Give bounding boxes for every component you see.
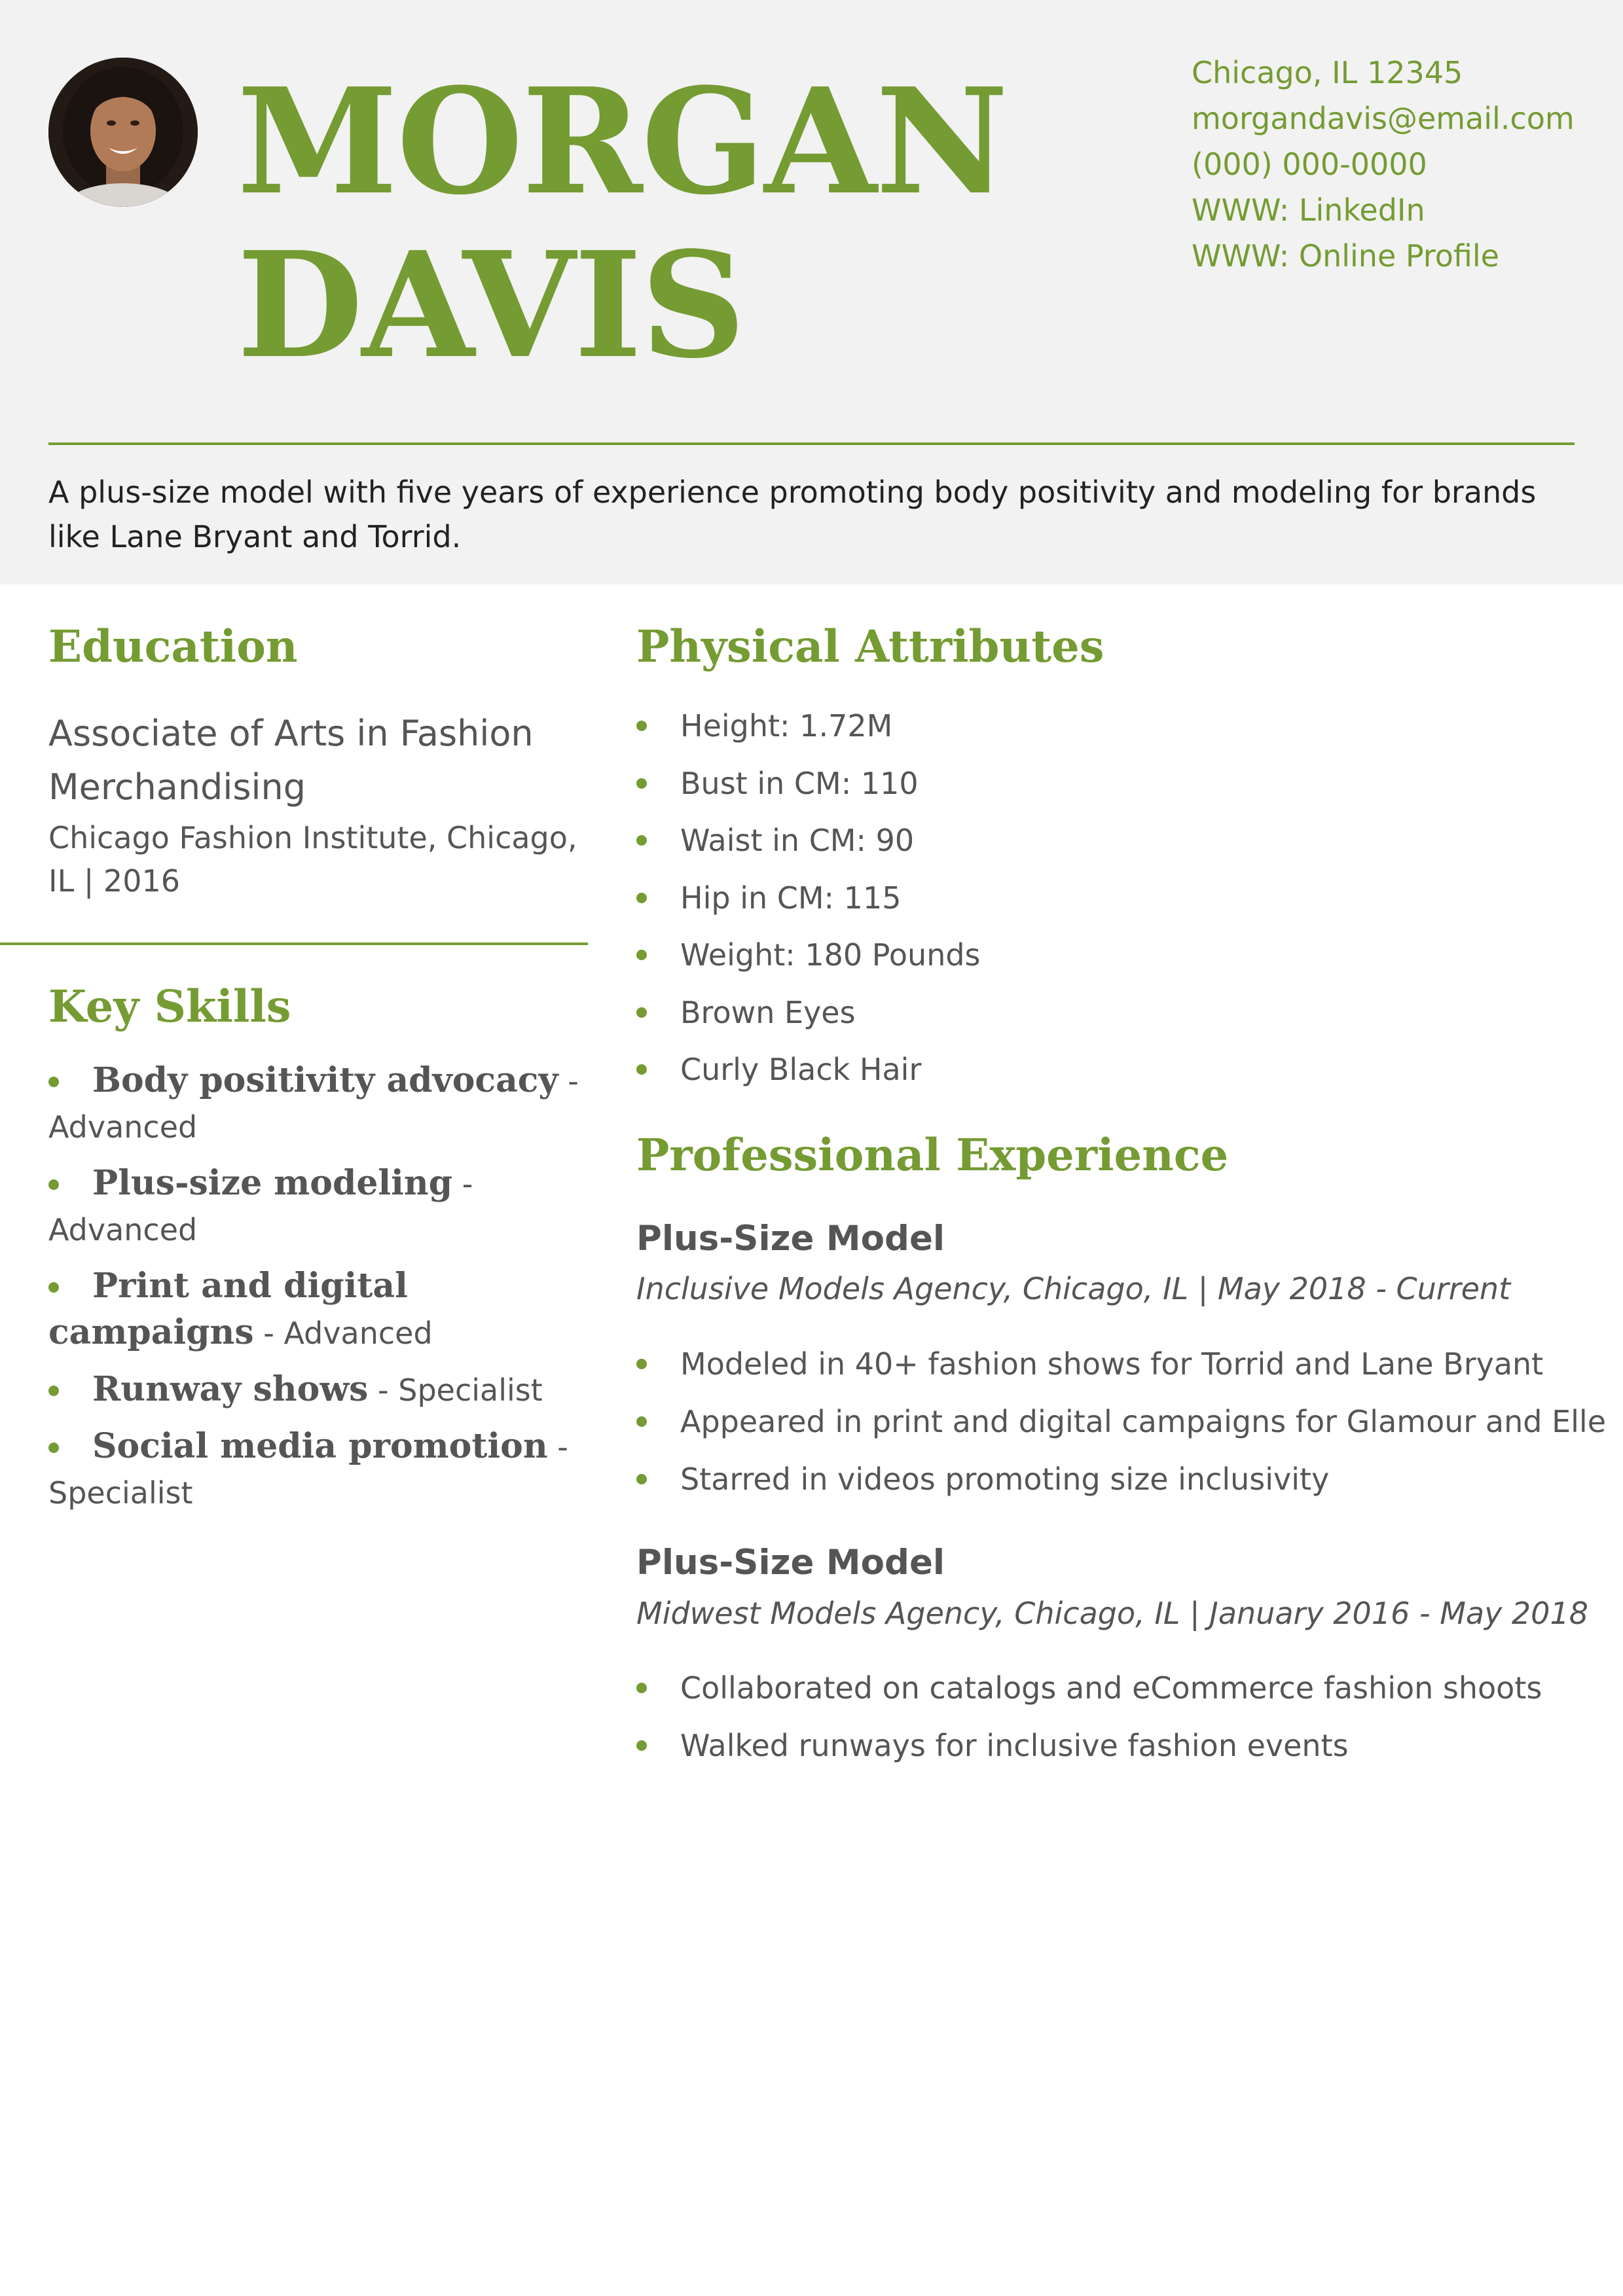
bullet-icon	[636, 950, 647, 960]
attribute-item	[636, 876, 1553, 920]
experience-heading: Professional Experience	[636, 1129, 1229, 1181]
job-meta: Midwest Models Agency, Chicago, IL | January 2016 - May 2018	[636, 1596, 1588, 1631]
section-divider	[0, 942, 588, 945]
duty-item	[636, 1342, 1579, 1386]
last-name: DAVIS	[237, 221, 745, 391]
contact-info	[1192, 50, 1575, 279]
attribute-text: Curly Black Hair	[680, 1052, 922, 1087]
skill-name: Body positivity advocacy	[92, 1060, 558, 1100]
attribute-item	[636, 990, 1553, 1035]
duty-text: Collaborated on catalogs and eCommerce fashion shoots	[680, 1670, 1542, 1706]
education-degree: Associate of Arts in Fashion Merchandising	[48, 713, 534, 808]
skill-item	[48, 1160, 592, 1253]
duty-text: Walked runways for inclusive fashion events	[680, 1728, 1349, 1763]
duty-item	[636, 1723, 1579, 1768]
bullet-icon	[636, 835, 647, 846]
skill-level: - Advanced	[48, 1064, 579, 1145]
bullet-icon	[48, 1077, 59, 1087]
skill-item	[48, 1367, 592, 1413]
attribute-item	[636, 761, 1553, 806]
first-name: MORGAN	[237, 57, 1008, 227]
bullet-icon	[48, 1443, 59, 1453]
duty-item	[636, 1666, 1579, 1710]
job-duties-list	[636, 1342, 1607, 1515]
header-divider	[48, 442, 1575, 445]
attribute-text: Height: 1.72M	[680, 708, 893, 744]
contact-linkedin-link[interactable]: WWW: LinkedIn	[1192, 192, 1425, 228]
bullet-icon	[636, 778, 647, 789]
bullet-icon	[636, 1359, 647, 1369]
contact-phone: (000) 000-0000	[1192, 147, 1427, 182]
attribute-text: Hip in CM: 115	[680, 880, 902, 916]
job-title: Plus-Size Model	[636, 1219, 945, 1259]
bullet-icon	[636, 721, 647, 731]
candidate-name	[237, 57, 1008, 391]
profile-photo	[48, 58, 198, 207]
skill-item	[48, 1424, 592, 1516]
bullet-icon	[636, 1416, 647, 1427]
bullet-icon	[636, 893, 647, 903]
skill-level: - Advanced	[253, 1316, 433, 1351]
bullet-icon	[636, 1007, 647, 1018]
contact-profile-link[interactable]: WWW: Online Profile	[1192, 238, 1499, 274]
job-duties-list	[636, 1666, 1579, 1781]
bullet-icon	[636, 1740, 647, 1751]
skill-level: - Specialist	[48, 1429, 568, 1511]
duty-text: Modeled in 40+ fashion shows for Torrid and Lane Bryant	[680, 1346, 1544, 1382]
duty-item	[636, 1457, 1579, 1501]
attribute-text: Brown Eyes	[680, 994, 856, 1030]
attribute-text: Bust in CM: 110	[680, 765, 919, 801]
skill-name: Social media promotion	[92, 1426, 548, 1466]
physical-attributes-heading: Physical Attributes	[636, 620, 1104, 672]
attribute-text: Waist in CM: 90	[680, 823, 915, 858]
physical-attributes-list	[636, 704, 1553, 1105]
attribute-item	[636, 933, 1553, 977]
resume-header	[0, 0, 1623, 584]
attribute-item	[636, 704, 1553, 748]
bullet-icon	[636, 1064, 647, 1075]
skill-name: Print and digital campaigns	[48, 1266, 408, 1352]
education-school: Chicago Fashion Institute, Chicago, IL | 2016	[48, 820, 577, 899]
skill-level: - Advanced	[48, 1166, 473, 1247]
skill-item	[48, 1263, 592, 1356]
attribute-item	[636, 1047, 1553, 1092]
skill-name: Runway shows	[92, 1369, 369, 1409]
bullet-icon	[48, 1386, 59, 1396]
duty-text: Starred in videos promoting size inclusivity	[680, 1462, 1330, 1497]
job-meta: Inclusive Models Agency, Chicago, IL | May 2018 - Current	[636, 1271, 1511, 1306]
duty-item	[636, 1399, 1607, 1444]
attribute-text: Weight: 180 Pounds	[680, 937, 981, 973]
bullet-icon	[48, 1179, 59, 1190]
contact-location: Chicago, IL 12345	[1192, 55, 1463, 90]
contact-email[interactable]: morgandavis@email.com	[1192, 101, 1575, 136]
bullet-icon	[48, 1282, 59, 1293]
bullet-icon	[636, 1474, 647, 1484]
key-skills-heading: Key Skills	[48, 980, 291, 1032]
skill-level: - Specialist	[368, 1372, 543, 1408]
attribute-item	[636, 818, 1553, 863]
skill-name: Plus-size modeling	[92, 1163, 453, 1203]
key-skills-list	[48, 1058, 592, 1526]
bullet-icon	[636, 1683, 647, 1693]
education-heading: Education	[48, 620, 298, 672]
skill-item	[48, 1058, 592, 1150]
professional-summary: A plus-size model with five years of experience promoting body positivity and modeling for brands like Lane Bryant and Torrid.	[48, 475, 1537, 554]
duty-text: Appeared in print and digital campaigns for Glamour and Elle	[680, 1404, 1607, 1439]
job-title: Plus-Size Model	[636, 1543, 945, 1583]
